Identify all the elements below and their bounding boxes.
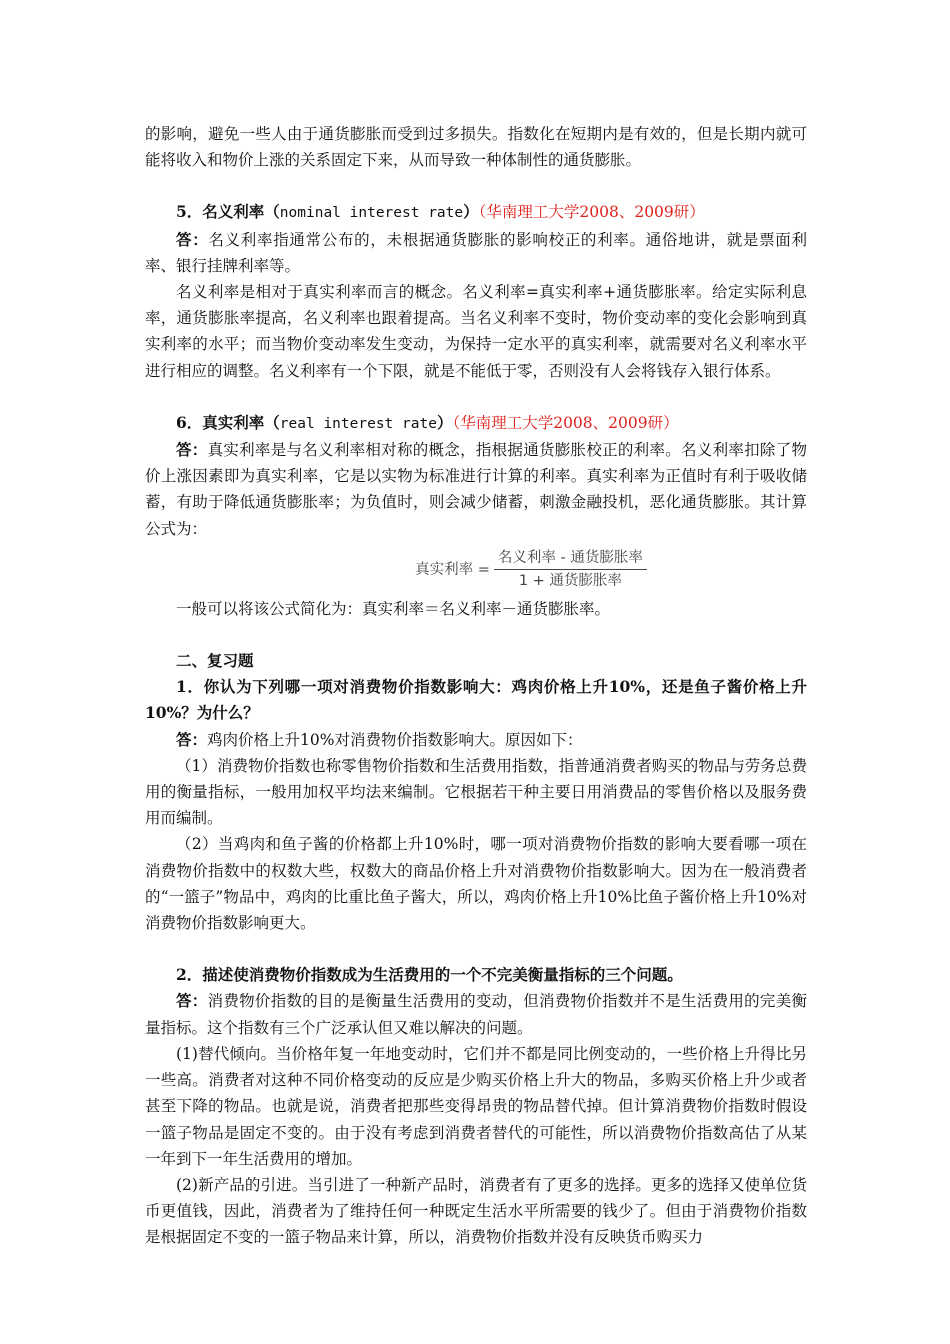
- term6-number: 6．真实利率（: [176, 412, 280, 432]
- term6-answer-text: 真实利率是与名义利率相对称的概念，指根据通货膨胀校正的利率。名义利率扣除了物价上涨因素即为真实利率，它是以实物为标准进行计算的利率。真实利率为正值时有利于吸收储蓄，有助于降低通货膨胀率；为负值时，则会减少储蓄，刺激金融投机，恶化通货膨胀。其计算公式为：: [145, 441, 807, 538]
- q2-point-1: (1)替代倾向。当价格年复一年地变动时，它们并不都是同比例变动的，一些价格上升得比另一些高。消费者对这种不同价格变动的反应是少购买价格上升大的物品，多购买价格上升少或者甚至下降的物品。也就是说，消费者把那些变得昂贵的物品替代掉。但计算消费物价指数时假设一篮子物品是固定不变的。由于没有考虑到消费者替代的可能性，所以消费物价指数高估了从某一年到下一年生活费用的增加。: [145, 1044, 807, 1168]
- answer-label: 答：: [176, 229, 209, 249]
- q1-question: 1．你认为下列哪一项对消费物价指数影响大：鸡肉价格上升10%，还是鱼子酱价格上升10%？为什么？: [145, 677, 807, 723]
- term5-close: ）: [463, 202, 479, 222]
- q1-answer: [145, 727, 807, 753]
- term6-english: real interest rate: [279, 415, 437, 432]
- answer-label: 答：: [176, 729, 208, 749]
- answer-label: 答：: [176, 991, 208, 1011]
- term6-simplified: 一般可以将该公式简化为：真实利率＝名义利率－通货膨胀率。: [176, 599, 611, 618]
- term5-answer-text: 名义利率指通常公布的，未根据通货膨胀的影响校正的利率。通俗地讲，就是票面利率、银行挂牌利率等。: [145, 230, 807, 275]
- term5-number: 5．名义利率（: [176, 202, 280, 222]
- formula-numerator: 名义利率 - 通货膨胀率: [494, 548, 647, 570]
- answer-label: 答：: [176, 440, 208, 460]
- q2-point-2: (2)新产品的引进。当引进了一种新产品时，消费者有了更多的选择。更多的选择又使单位货币更值钱，因此，消费者为了维持任何一种既定生活水平所需要的钱少了。但由于消费物价指数是根据固定不变的一篮子物品来计算，所以，消费物价指数并没有反映货币购买力: [145, 1175, 807, 1247]
- formula-lhs: 真实利率 =: [415, 561, 490, 578]
- document-body: [145, 121, 807, 1251]
- term6-heading: [145, 410, 807, 437]
- formula-fraction: [494, 548, 647, 591]
- formula-denominator: 1 + 通货膨胀率: [518, 573, 622, 590]
- q2-question: 2．描述使消费物价指数成为生活费用的一个不完美衡量指标的三个问题。: [176, 965, 683, 985]
- term6-source: （华南理工大学2008、2009研）: [452, 413, 679, 432]
- q1-point-1: （1）消费物价指数也称零售物价指数和生活费用指数，指普通消费者购买的物品与劳务总费用的衡量指标，一般用加权平均法来编制。它根据若干种主要日用消费品的零售价格以及服务费用而编制。: [145, 756, 807, 828]
- section-title: 二、复习题: [176, 651, 254, 671]
- real-interest-formula: [145, 544, 807, 596]
- term5-answer: [145, 227, 807, 279]
- intro-paragraph: 的影响，避免一些人由于通货膨胀而受到过多损失。指数化在短期内是有效的，但是长期内就可能将收入和物价上涨的关系固定下来，从而导致一种体制性的通货膨胀。: [145, 125, 807, 170]
- q1-point-2: （2）当鸡肉和鱼子酱的价格都上升10%时，哪一项对消费物价指数的影响大要看哪一项在消费物价指数中的权数大些，权数大的商品价格上升对消费物价指数影响大。因为在一般消费者的“一篮子”物品中，鸡肉的比重比鱼子酱大，所以，鸡肉价格上升10%比鱼子酱价格上升10%对消费物价指数影响更大。: [145, 835, 807, 933]
- q2-answer: [145, 988, 807, 1040]
- term6-answer: [145, 437, 807, 542]
- q1-answer-text: 鸡肉价格上升10%对消费物价指数影响大。原因如下：: [207, 730, 583, 749]
- term6-close: ）: [436, 412, 453, 432]
- term5-english: nominal interest rate: [279, 205, 464, 222]
- term5-source: （华南理工大学2008、2009研）: [478, 203, 705, 222]
- term5-paragraph-2: 名义利率是相对于真实利率而言的概念。名义利率=真实利率+通货膨胀率。给定实际利息率，通货膨胀率提高，名义利率也跟着提高。当名义利率不变时，物价变动率的变化会影响到真实利率的水平；而当物价变动率发生变动，为保持一定水平的真实利率，就需要对名义利率水平进行相应的调整。名义利率有一个下限，就是不能低于零，否则没有人会将钱存入银行体系。: [145, 283, 807, 380]
- term5-heading: [145, 199, 807, 226]
- q2-answer-text: 消费物价指数的目的是衡量生活费用的变动，但消费物价指数并不是生活费用的完美衡量指标。这个指数有三个广泛承认但又难以解决的问题。: [145, 992, 807, 1037]
